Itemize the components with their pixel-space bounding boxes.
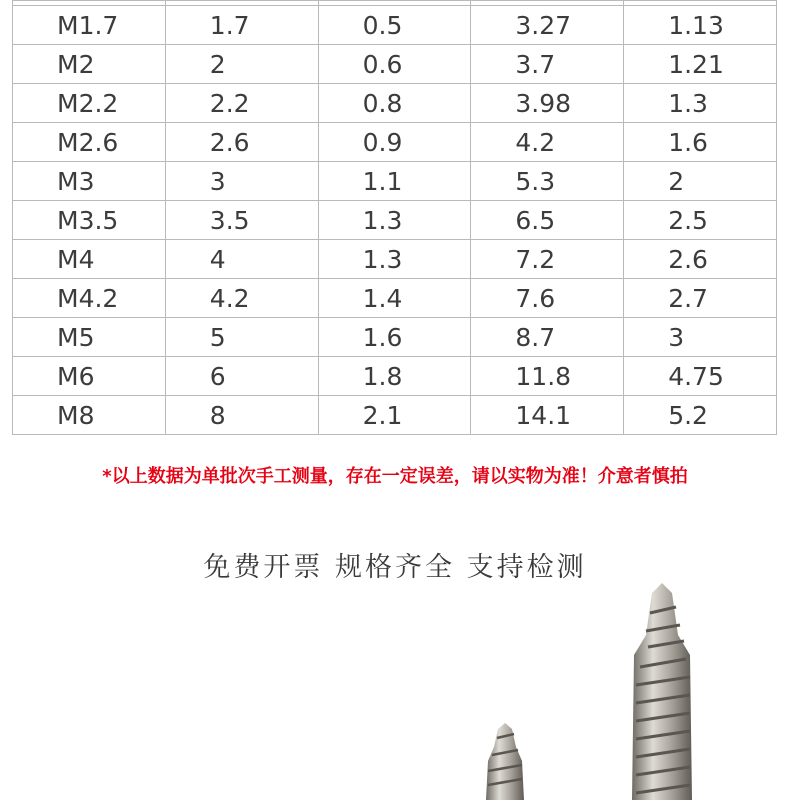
- table-cell: 5.2: [624, 396, 777, 435]
- table-cell: 1.21: [624, 45, 777, 84]
- table-cell: 0.8: [318, 84, 471, 123]
- table-cell: 1.3: [318, 201, 471, 240]
- table-cell: M4: [13, 240, 166, 279]
- table-cell: 0.6: [318, 45, 471, 84]
- table-cell: 6.5: [471, 201, 624, 240]
- table-cell: 5.3: [471, 162, 624, 201]
- tagline: 免费开票 规格齐全 支持检测: [203, 552, 587, 583]
- table-cell: M2: [13, 45, 166, 84]
- table-cell: M2.6: [13, 123, 166, 162]
- table-cell: M6: [13, 357, 166, 396]
- table-cell: 4.2: [471, 123, 624, 162]
- table-cell: 2.1: [318, 396, 471, 435]
- table-cell: 1.1: [318, 162, 471, 201]
- large-screw: [632, 583, 692, 800]
- table-row: [13, 357, 777, 396]
- table-row: [13, 45, 777, 84]
- table-cell: 1.6: [318, 318, 471, 357]
- table-row: [13, 123, 777, 162]
- table-cell: 7.6: [471, 279, 624, 318]
- table-cell: 8: [165, 396, 318, 435]
- spec-table: [12, 0, 777, 435]
- table-row: [13, 240, 777, 279]
- table-cell: 1.6: [624, 123, 777, 162]
- table-cell: 2.2: [165, 84, 318, 123]
- table-cell: 0.5: [318, 6, 471, 45]
- table-row: [13, 84, 777, 123]
- table-cell: 3.7: [471, 45, 624, 84]
- table-cell: 8.7: [471, 318, 624, 357]
- table-row: [13, 6, 777, 45]
- table-cell: 4: [165, 240, 318, 279]
- table-cell: M3.5: [13, 201, 166, 240]
- table-cell: 3.27: [471, 6, 624, 45]
- table-row: [13, 318, 777, 357]
- screw-photo: [0, 575, 790, 800]
- table-cell: M5: [13, 318, 166, 357]
- table-cell: 1.8: [318, 357, 471, 396]
- table-cell: 1.3: [624, 84, 777, 123]
- table-cell: 1.13: [624, 6, 777, 45]
- table-cell: 3.5: [165, 201, 318, 240]
- table-cell: 4.75: [624, 357, 777, 396]
- table-cell: 1.7: [165, 6, 318, 45]
- table-cell: 0.9: [318, 123, 471, 162]
- table-row: [13, 279, 777, 318]
- disclaimer-text: *以上数据为单批次手工测量，存在一定误差，请以实物为准！介意者慎拍: [102, 466, 688, 487]
- table-cell: 2.7: [624, 279, 777, 318]
- table-row: [13, 162, 777, 201]
- table-cell: 2: [165, 45, 318, 84]
- small-screw: [486, 723, 524, 800]
- table-cell: 2.6: [165, 123, 318, 162]
- table-cell: 2.6: [624, 240, 777, 279]
- table-row: [13, 396, 777, 435]
- table-cell: 5: [165, 318, 318, 357]
- table-cell: M4.2: [13, 279, 166, 318]
- table-cell: M3: [13, 162, 166, 201]
- table-cell: 3.98: [471, 84, 624, 123]
- table-cell: 2.5: [624, 201, 777, 240]
- table-cell: 6: [165, 357, 318, 396]
- table-cell: 7.2: [471, 240, 624, 279]
- table-cell: 1.4: [318, 279, 471, 318]
- table-cell: M1.7: [13, 6, 166, 45]
- table-cell: M2.2: [13, 84, 166, 123]
- table-row: [13, 201, 777, 240]
- table-cell: 2: [624, 162, 777, 201]
- table-cell: M8: [13, 396, 166, 435]
- table-cell: 14.1: [471, 396, 624, 435]
- table-cell: 4.2: [165, 279, 318, 318]
- table-cell: 11.8: [471, 357, 624, 396]
- table-cell: 1.3: [318, 240, 471, 279]
- table-cell: 3: [165, 162, 318, 201]
- table-cell: 3: [624, 318, 777, 357]
